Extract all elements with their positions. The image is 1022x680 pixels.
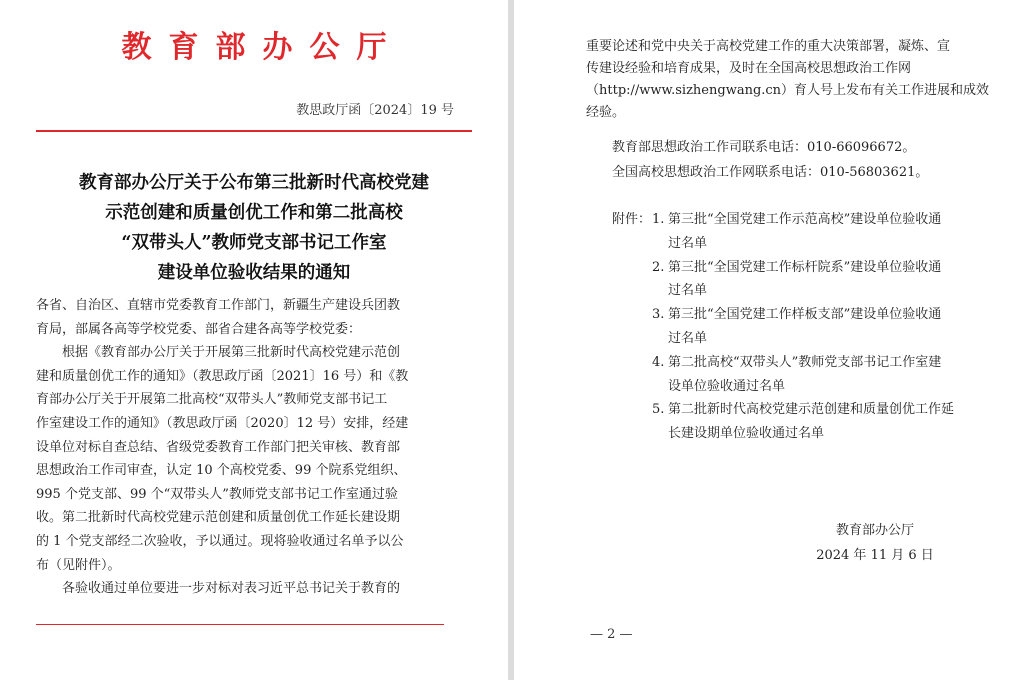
attachment-text: 过名单 bbox=[668, 235, 708, 251]
body-line: 各验收通过单位要进一步对标对表习近平总书记关于教育的 bbox=[62, 581, 401, 597]
continued-body bbox=[586, 36, 998, 124]
body-line: 995 个党支部、99 个“双带头人”教师党支部书记工作室通过验 bbox=[36, 486, 398, 502]
body-line: （http://www.sizhengwang.cn）育人号上发布有关工作进展和成效 bbox=[586, 83, 990, 98]
attachment-text: 长建设期单位验收通过名单 bbox=[668, 426, 825, 442]
attachment-list bbox=[652, 208, 954, 446]
title-line: 建设单位验收结果的通知 bbox=[157, 263, 351, 283]
title-line: 教育部办公厅关于公布第三批新时代高校党建 bbox=[79, 173, 429, 193]
body-line: 作室建设工作的通知》（教思政厅函〔2020〕12 号）安排，经建 bbox=[36, 415, 409, 431]
masthead-title: 教育部办公厅 bbox=[121, 30, 404, 65]
body-line: 收。第二批新时代高校党建示范创建和质量创优工作延长建设期 bbox=[36, 510, 401, 526]
body-line: 各省、自治区、直辖市党委教育工作部门，新疆生产建设兵团教 bbox=[36, 298, 401, 313]
attachments bbox=[612, 208, 954, 446]
bottom-red-line bbox=[36, 624, 444, 625]
body-line: 重要论述和党中央关于高校党建工作的重大决策部署，凝炼、宣 bbox=[586, 39, 951, 54]
attachment-number: 2. bbox=[652, 259, 665, 275]
signature-block bbox=[800, 518, 950, 568]
attachment-text: 第二批高校“双带头人”教师党支部书记工作室建 bbox=[668, 354, 942, 370]
contact-line: 教育部思想政治工作司联系电话：010-66096672。 bbox=[612, 140, 916, 155]
red-separator-line bbox=[36, 130, 472, 132]
body-line: 育局，部属各高等学校党委、部省合建各高等学校党委： bbox=[36, 321, 362, 337]
document-number: 教思政厅函〔2024〕19 号 bbox=[296, 103, 454, 118]
body-line: 育部办公厅关于开展第二批高校“双带头人”教师党支部书记工 bbox=[36, 392, 388, 408]
attachment-item bbox=[652, 256, 954, 304]
attachment-text: 第三批“全国党建工作标杆院系”建设单位验收通 bbox=[668, 259, 942, 275]
attachment-text: 过名单 bbox=[668, 283, 708, 299]
left-page bbox=[0, 0, 508, 680]
attachment-text: 第二批新时代高校党建示范创建和质量创优工作延 bbox=[668, 402, 955, 418]
page-number: — 2 — bbox=[590, 627, 633, 642]
attachment-number: 4. bbox=[652, 354, 665, 370]
attachment-item bbox=[652, 208, 954, 256]
body-line: 布（见附件）。 bbox=[36, 557, 121, 573]
contact-info bbox=[612, 135, 928, 185]
body-line: 建和质量创优工作的通知》（教思政厅函〔2021〕16 号）和《教 bbox=[36, 368, 409, 384]
body-line: 根据《教育部办公厅关于开展第三批新时代高校党建示范创 bbox=[62, 345, 401, 361]
attachment-text: 第三批“全国党建工作样板支部”建设单位验收通 bbox=[668, 307, 942, 323]
attachment-number: 1. bbox=[652, 212, 665, 227]
attachments-label: 附件： bbox=[612, 212, 652, 227]
notice-title bbox=[30, 168, 478, 288]
attachment-item bbox=[652, 398, 954, 446]
body-line: 传建设经验和培育成果，及时在全国高校思想政治工作网 bbox=[586, 61, 912, 76]
attachment-text: 设单位验收通过名单 bbox=[668, 378, 786, 394]
attachment-item bbox=[652, 351, 954, 399]
body-line: 的 1 个党支部经二次验收，予以通过。现将验收通过名单予以公 bbox=[36, 533, 404, 549]
notice-body bbox=[36, 294, 450, 601]
title-line: “双带头人”教师党支部书记工作室 bbox=[121, 233, 387, 253]
contact-line: 全国高校思想政治工作网联系电话：010-56803621。 bbox=[612, 165, 929, 180]
attachment-item bbox=[652, 303, 954, 351]
issue-date: 2024 年 11 月 6 日 bbox=[816, 548, 934, 563]
attachment-text: 过名单 bbox=[668, 330, 708, 346]
attachment-number: 3. bbox=[652, 307, 665, 323]
attachment-number: 5. bbox=[652, 402, 665, 418]
body-line: 经验。 bbox=[586, 105, 626, 120]
body-line: 思想政治工作司审查，认定 10 个高校党委、99 个院系党组织、 bbox=[36, 463, 407, 479]
body-line: 设单位对标自查总结、省级党委教育工作部门把关审核、教育部 bbox=[36, 439, 401, 455]
title-line: 示范创建和质量创优工作和第二批高校 bbox=[105, 203, 403, 223]
attachment-text: 第三批“全国党建工作示范高校”建设单位验收通 bbox=[668, 212, 942, 227]
signer-name: 教育部办公厅 bbox=[835, 523, 914, 538]
